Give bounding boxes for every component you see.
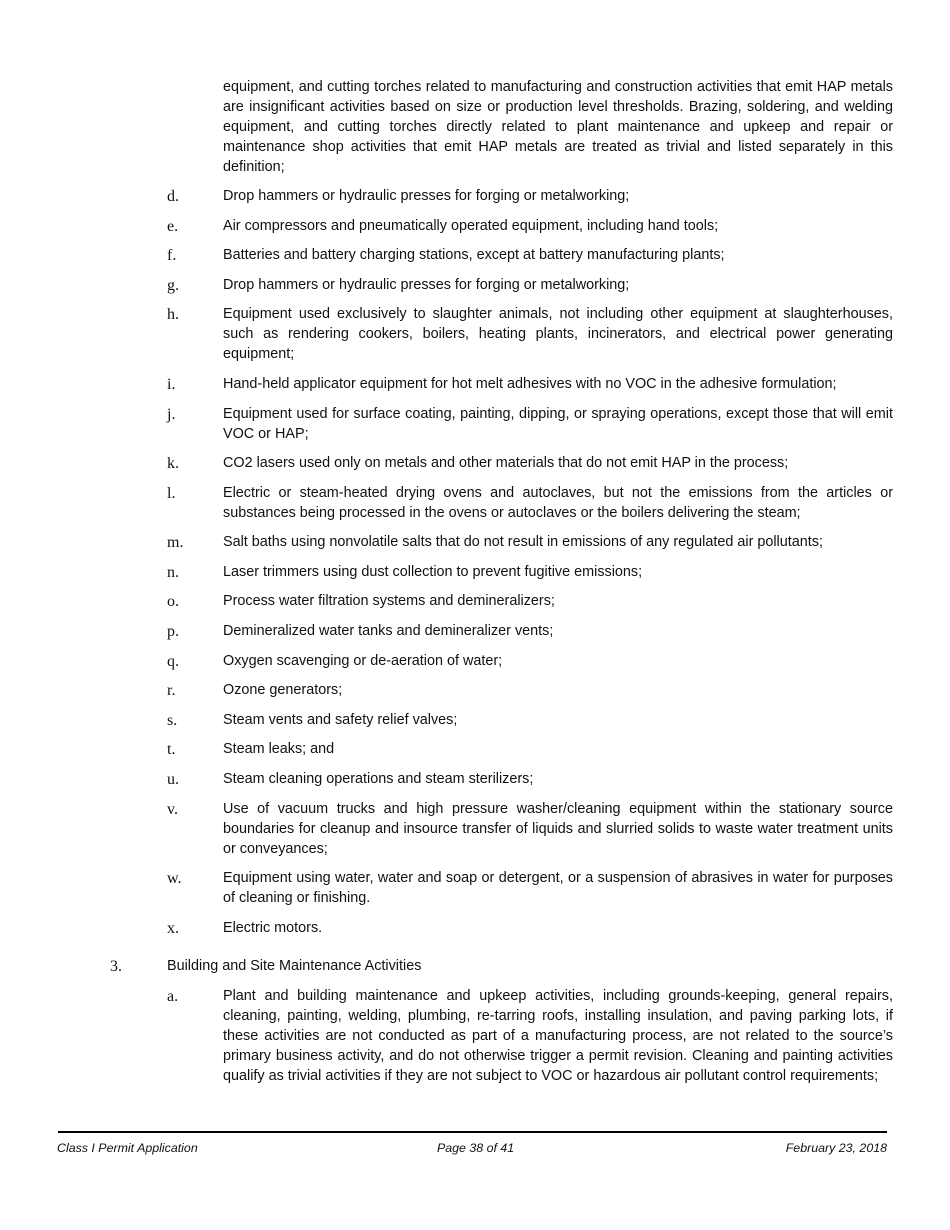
list-item-text: Plant and building maintenance and upkeep activities, including grounds-keeping, general repairs, cleaning, painting, welding, plumbing, re-tarring roofs, installing insulation, and paving parking lots, if these activities are not conducted as part of a manufacturing process, are not related to the source’s primary business activity, and do not otherwise trigger a permit revision. Cleaning and painting activities qualify as trivial activities if they are not subject to VOC or hazardous air pollutant control requirements; (223, 988, 893, 1084)
list-item-text: Laser trimmers using dust collection to prevent fugitive emissions; (223, 564, 643, 580)
list-item-text: Air compressors and pneumatically operated equipment, including hand tools; (223, 218, 719, 234)
list-item-text: Batteries and battery charging stations, except at battery manufacturing plants; (223, 247, 725, 263)
list-marker: s. (167, 712, 178, 729)
footer-date: February 23, 2018 (785, 1141, 887, 1155)
list-item-text: Use of vacuum trucks and high pressure washer/cleaning equipment within the stationary source boundaries for cleanup and insource transfer of liquids and slurried solids to waste water treatment units or conveyances; (223, 801, 893, 857)
list-marker: h. (167, 306, 179, 323)
list-marker: k. (167, 455, 179, 472)
list-marker: x. (167, 920, 179, 937)
list-marker: l. (167, 485, 176, 502)
list-item-text: Electric motors. (223, 920, 323, 936)
list-marker: m. (167, 534, 184, 551)
list-marker: i. (167, 376, 176, 393)
list-item-text: Electric or steam-heated drying ovens and autoclaves, but not the emissions from the articles or substances being processed in the ovens or autoclaves or the boilers delivering the steam; (223, 485, 893, 521)
list-marker: e. (167, 218, 179, 235)
list-item-text: Steam cleaning operations and steam sterilizers; (223, 771, 534, 787)
list-marker: r. (167, 682, 176, 699)
list-item-text: Oxygen scavenging or de-aeration of water; (223, 653, 503, 669)
list-item-text: Equipment used exclusively to slaughter animals, not including other equipment at slaughterhouses, such as rendering cookers, boilers, heating plants, incinerators, and electrical power generating equipment; (223, 306, 893, 362)
list-item-text: Salt baths using nonvolatile salts that do not result in emissions of any regulated air pollutants; (223, 534, 823, 550)
list-item-text: Equipment used for surface coating, painting, dipping, or spraying operations, except those that will emit VOC or HAP; (223, 406, 893, 442)
list-marker: q. (167, 653, 179, 670)
list-marker: u. (167, 771, 179, 788)
list-item-text: Hand-held applicator equipment for hot melt adhesives with no VOC in the adhesive formulation; (223, 376, 837, 392)
section-title: Building and Site Maintenance Activities (167, 958, 422, 974)
footer-page-number: Page 38 of 41 (437, 1141, 515, 1155)
list-item-text: Ozone generators; (223, 682, 343, 698)
list-marker: w. (167, 870, 182, 887)
list-item-text: Equipment using water, water and soap or detergent, or a suspension of abrasives in water for purposes of cleaning or finishing. (223, 870, 893, 906)
intro-paragraph: equipment, and cutting torches related to manufacturing and construction activities that emit HAP metals are insignificant activities based on size or production level thresholds. Brazing, soldering, and welding equipment, and cutting torches directly related to plant maintenance and upkeep and repair or maintenance shop activities that emit HAP metals are treated as trivial and listed separately in this definition; (223, 79, 893, 175)
list-marker: a. (167, 988, 179, 1005)
section-marker: 3. (110, 958, 122, 975)
list-item-text: Steam vents and safety relief valves; (223, 712, 458, 728)
list-marker: d. (167, 188, 179, 205)
list-item-text: Process water filtration systems and demineralizers; (223, 593, 555, 609)
list-marker: v. (167, 801, 178, 818)
list-marker: n. (167, 564, 179, 581)
footer-divider (58, 1131, 887, 1133)
list-item-text: Drop hammers or hydraulic presses for forging or metalworking; (223, 188, 630, 204)
list-item-text: Steam leaks; and (223, 741, 335, 757)
list-marker: t. (167, 741, 176, 758)
list-marker: j. (167, 406, 176, 423)
list-marker: f. (167, 247, 177, 264)
list-item-text: Demineralized water tanks and demineralizer vents; (223, 623, 554, 639)
list-item-text: CO2 lasers used only on metals and other materials that do not emit HAP in the process; (223, 455, 789, 471)
list-item-text: Drop hammers or hydraulic presses for forging or metalworking; (223, 277, 630, 293)
footer-document-title: Class I Permit Application (57, 1141, 198, 1155)
list-marker: p. (167, 623, 179, 640)
list-marker: g. (167, 277, 179, 294)
list-marker: o. (167, 593, 179, 610)
